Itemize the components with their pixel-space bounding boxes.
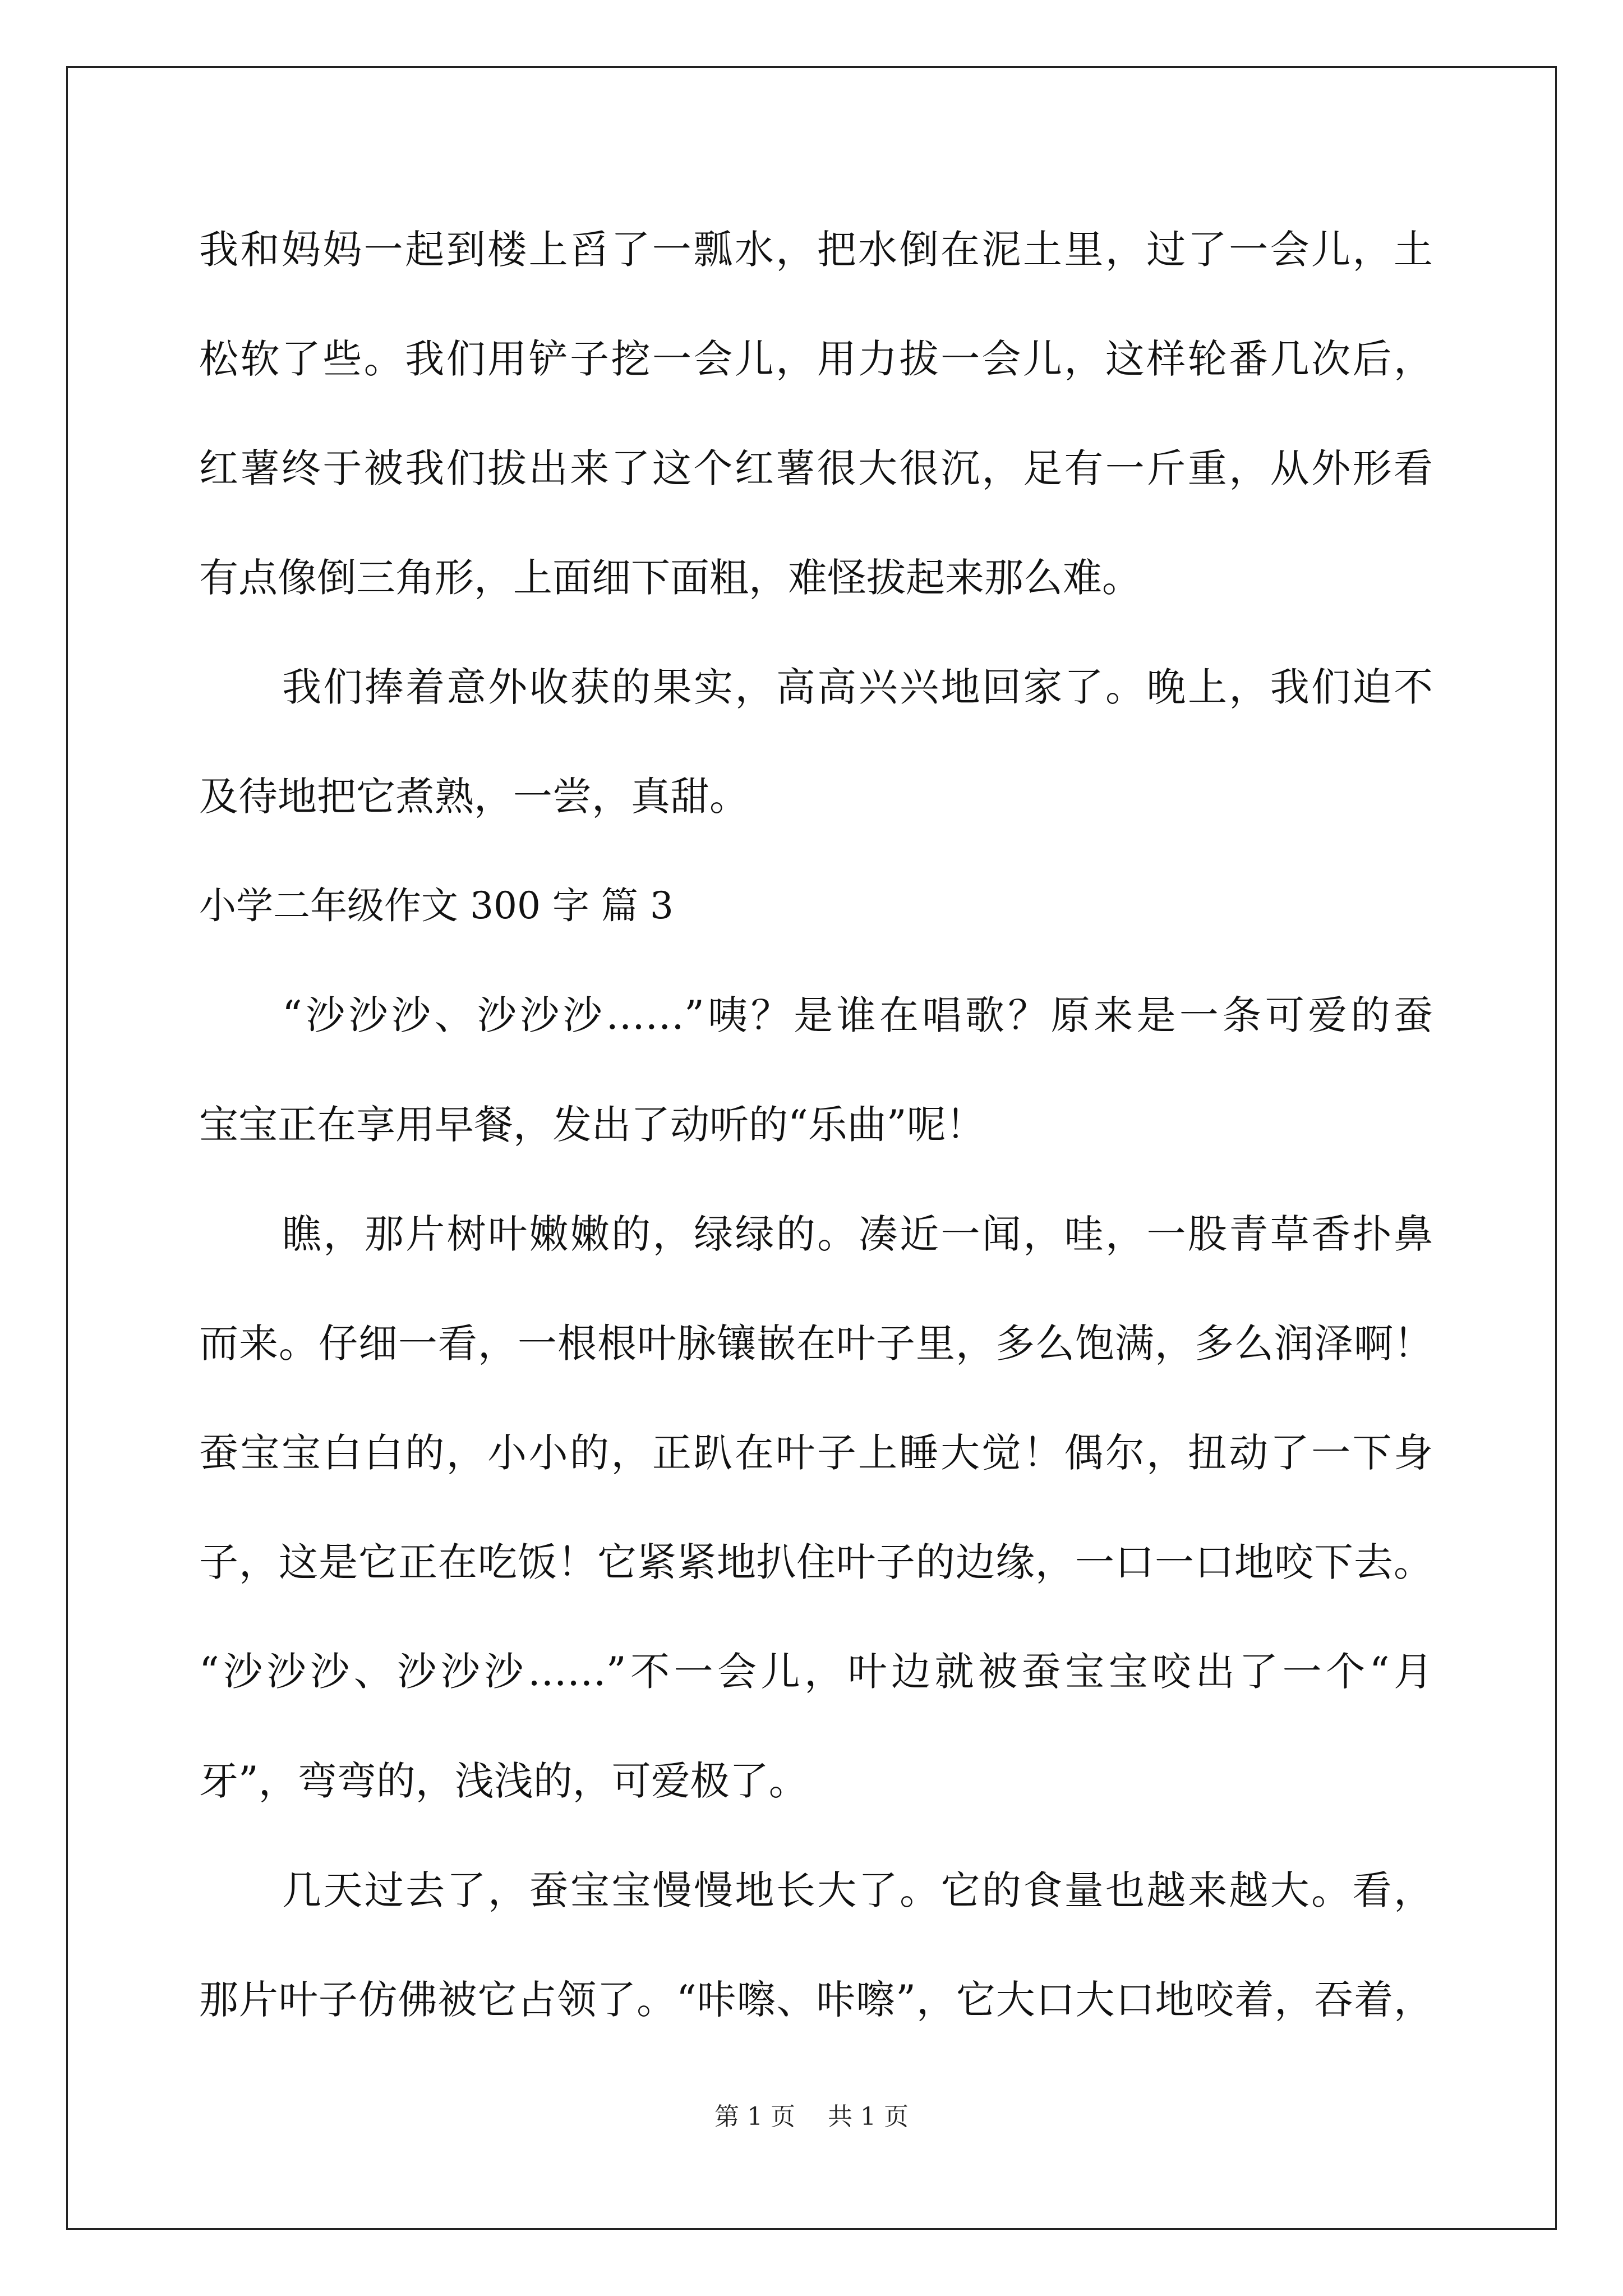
section-heading: 小学二年级作文 300 字 篇 3 [199,884,674,927]
page-total: 共 1 页 [828,2102,909,2131]
text-line: 那片叶子仿佛被它占领了。“咔嚓、咔嚓”，它大口大口地咬着，吞着， [199,1977,1433,2023]
text-line: 有点像倒三角形，上面细下面粗，难怪拔起来那么难。 [199,555,1141,601]
page-number: 第 1 页 [714,2102,795,2131]
text-line: 我和妈妈一起到楼上舀了一瓢水，把水倒在泥土里，过了一会儿，土 [199,227,1433,273]
text-line: 几天过去了，蚕宝宝慢慢地长大了。它的食量也越来越大。看， [282,1867,1433,1913]
text-line: 及待地把它煮熟，一尝，真甜。 [199,774,749,820]
text-line: 瞧，那片树叶嫩嫩的，绿绿的。凑近一闻，哇，一股青草香扑鼻 [282,1211,1433,1257]
text-line: 红薯终于被我们拔出来了这个红薯很大很沉，足有一斤重，从外形看 [199,445,1433,491]
text-line: 宝宝正在享用早餐，发出了动听的“乐曲”呢！ [199,1102,985,1148]
text-line: 子，这是它正在吃饭！它紧紧地扒住叶子的边缘，一口一口地咬下去。 [199,1539,1433,1585]
text-line: 松软了些。我们用铲子挖一会儿，用力拔一会儿，这样轮番几次后， [199,336,1433,382]
text-line: “沙沙沙、沙沙沙……”不一会儿，叶边就被蚕宝宝咬出了一个“月 [199,1649,1433,1695]
text-line: “沙沙沙、沙沙沙……”咦？是谁在唱歌？原来是一条可爱的蚕 [282,992,1433,1038]
text-line: 而来。仔细一看，一根根叶脉镶嵌在叶子里，多么饱满，多么润泽啊！ [199,1320,1433,1366]
document-body [199,222,1433,2081]
text-line: 我们捧着意外收获的果实，高高兴兴地回家了。晚上，我们迫不 [282,664,1433,710]
page-footer [0,2096,1623,2132]
text-line: 牙”，弯弯的，浅浅的，可爱极了。 [199,1758,808,1804]
text-line: 蚕宝宝白白的，小小的，正趴在叶子上睡大觉！偶尔，扭动了一下身 [199,1430,1433,1476]
